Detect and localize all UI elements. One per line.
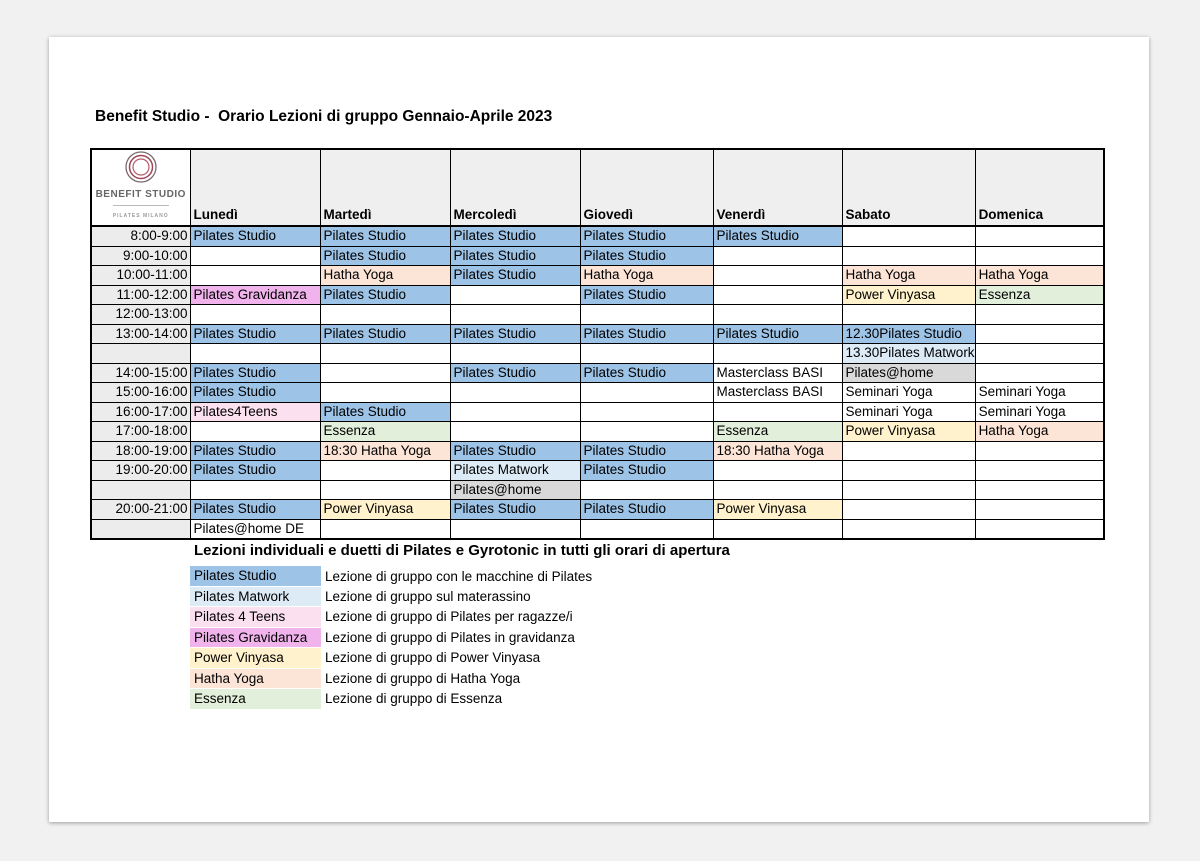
empty-cell: [450, 285, 580, 305]
time-slot: 10:00-11:00: [91, 266, 190, 286]
time-slot: [91, 344, 190, 364]
empty-cell: [713, 266, 842, 286]
empty-cell: [842, 461, 975, 481]
class-cell: 13.30Pilates Matwork: [842, 344, 975, 364]
empty-cell: [580, 305, 713, 325]
empty-cell: [842, 441, 975, 461]
class-cell: Pilates Studio: [450, 246, 580, 266]
empty-cell: [320, 480, 450, 500]
empty-cell: [975, 519, 1104, 539]
time-slot: 14:00-15:00: [91, 363, 190, 383]
class-cell: Pilates Studio: [320, 246, 450, 266]
class-cell: Seminari Yoga: [975, 383, 1104, 403]
schedule-row: [91, 519, 1104, 539]
logo-rings-icon: [124, 150, 158, 184]
class-cell: Pilates@home: [450, 480, 580, 500]
page-title: Benefit Studio - Orario Lezioni di gruppo Gennaio-Aprile 2023: [95, 108, 553, 125]
legend-row: [190, 627, 641, 648]
class-cell: Pilates Studio: [713, 226, 842, 246]
class-cell: Seminari Yoga: [975, 402, 1104, 422]
class-cell: Pilates Studio: [320, 285, 450, 305]
schedule-row: [91, 383, 1104, 403]
empty-cell: [450, 383, 580, 403]
empty-cell: [975, 441, 1104, 461]
class-cell: Pilates Studio: [190, 441, 320, 461]
empty-cell: [975, 363, 1104, 383]
schedule-row: [91, 480, 1104, 500]
empty-cell: [713, 480, 842, 500]
class-cell: Pilates@home DE: [190, 519, 320, 539]
empty-cell: [713, 305, 842, 325]
time-slot: 20:00-21:00: [91, 500, 190, 520]
empty-cell: [713, 344, 842, 364]
class-cell: Pilates Studio: [580, 324, 713, 344]
time-slot: 15:00-16:00: [91, 383, 190, 403]
empty-cell: [190, 422, 320, 442]
legend-description: Lezione di gruppo sul materassino: [325, 588, 531, 604]
class-cell: 18:30 Hatha Yoga: [713, 441, 842, 461]
class-cell: Pilates4Teens: [190, 402, 320, 422]
schedule-row: [91, 422, 1104, 442]
empty-cell: [713, 519, 842, 539]
class-cell: Pilates Studio: [320, 402, 450, 422]
empty-cell: [713, 402, 842, 422]
day-header: Domenica: [975, 149, 1104, 226]
class-cell: Power Vinyasa: [320, 500, 450, 520]
day-header: Sabato: [842, 149, 975, 226]
empty-cell: [450, 402, 580, 422]
legend-key: Pilates Studio: [190, 566, 321, 586]
legend-row: [190, 689, 641, 710]
empty-cell: [320, 344, 450, 364]
empty-cell: [320, 363, 450, 383]
time-slot: 8:00-9:00: [91, 226, 190, 246]
class-cell: Essenza: [975, 285, 1104, 305]
class-cell: Power Vinyasa: [842, 285, 975, 305]
class-cell: Pilates@home: [842, 363, 975, 383]
schedule-row: [91, 305, 1104, 325]
day-header: Lunedì: [190, 149, 320, 226]
day-header: Venerdì: [713, 149, 842, 226]
class-cell: Pilates Studio: [190, 363, 320, 383]
schedule-row: [91, 344, 1104, 364]
time-slot: [91, 519, 190, 539]
legend-row: [190, 607, 641, 628]
individual-lessons-note: Lezioni individuali e duetti di Pilates e Gyrotonic in tutti gli orari di apertura: [194, 542, 730, 559]
empty-cell: [580, 519, 713, 539]
empty-cell: [975, 305, 1104, 325]
class-cell: Pilates Studio: [580, 246, 713, 266]
empty-cell: [580, 383, 713, 403]
empty-cell: [450, 422, 580, 442]
class-cell: Pilates Studio: [190, 383, 320, 403]
schedule-row: [91, 441, 1104, 461]
empty-cell: [842, 305, 975, 325]
class-cell: Pilates Studio: [580, 363, 713, 383]
empty-cell: [190, 480, 320, 500]
schedule-row: [91, 285, 1104, 305]
empty-cell: [320, 305, 450, 325]
empty-cell: [842, 480, 975, 500]
empty-cell: [975, 344, 1104, 364]
class-cell: Essenza: [713, 422, 842, 442]
class-cell: Pilates Studio: [450, 441, 580, 461]
day-header: Mercoledì: [450, 149, 580, 226]
empty-cell: [975, 246, 1104, 266]
class-cell: Pilates Studio: [580, 461, 713, 481]
empty-cell: [450, 305, 580, 325]
class-cell: Pilates Studio: [580, 441, 713, 461]
legend-row: [190, 586, 641, 607]
empty-cell: [842, 519, 975, 539]
class-cell: Pilates Studio: [190, 461, 320, 481]
schedule-row: [91, 246, 1104, 266]
legend-description: Lezione di gruppo di Essenza: [325, 691, 503, 707]
empty-cell: [320, 383, 450, 403]
time-slot: 13:00-14:00: [91, 324, 190, 344]
legend-row: [190, 668, 641, 689]
empty-cell: [975, 500, 1104, 520]
schedule-row: [91, 226, 1104, 246]
empty-cell: [320, 461, 450, 481]
class-cell: Hatha Yoga: [580, 266, 713, 286]
schedule-header-row: [91, 149, 1104, 226]
class-cell: 12.30Pilates Studio: [842, 324, 975, 344]
legend-key: Essenza: [190, 689, 321, 710]
class-cell: Pilates Studio: [190, 324, 320, 344]
schedule-row: [91, 500, 1104, 520]
class-cell: Hatha Yoga: [320, 266, 450, 286]
legend-key: Hatha Yoga: [190, 668, 321, 689]
class-cell: Pilates Studio: [450, 324, 580, 344]
legend-description: Lezione di gruppo di Pilates in gravidanza: [325, 629, 575, 645]
class-cell: Pilates Studio: [713, 324, 842, 344]
day-header: Giovedì: [580, 149, 713, 226]
empty-cell: [842, 246, 975, 266]
legend-key: Pilates Matwork: [190, 586, 321, 607]
empty-cell: [975, 480, 1104, 500]
legend-description: Lezione di gruppo con le macchine di Pilates: [325, 568, 593, 584]
day-header: Martedì: [320, 149, 450, 226]
legend-description: Lezione di gruppo di Power Vinyasa: [325, 650, 541, 666]
time-slot: 11:00-12:00: [91, 285, 190, 305]
class-cell: Masterclass BASI: [713, 363, 842, 383]
empty-cell: [580, 480, 713, 500]
class-cell: Pilates Studio: [580, 500, 713, 520]
legend-row: [190, 566, 641, 586]
class-cell: Pilates Matwork: [450, 461, 580, 481]
class-cell: Pilates Studio: [320, 226, 450, 246]
class-cell: Power Vinyasa: [842, 422, 975, 442]
class-cell: Pilates Gravidanza: [190, 285, 320, 305]
schedule-row: [91, 324, 1104, 344]
legend-description: Lezione di gruppo di Pilates per ragazze/i: [325, 609, 573, 625]
time-slot: 16:00-17:00: [91, 402, 190, 422]
time-slot: 19:00-20:00: [91, 461, 190, 481]
time-slot: 17:00-18:00: [91, 422, 190, 442]
schedule-row: [91, 266, 1104, 286]
class-cell: Pilates Studio: [190, 500, 320, 520]
class-cell: Hatha Yoga: [975, 422, 1104, 442]
legend-description: Lezione di gruppo di Hatha Yoga: [325, 670, 521, 686]
schedule-table: [90, 148, 1105, 540]
class-cell: Pilates Studio: [450, 500, 580, 520]
empty-cell: [450, 344, 580, 364]
class-cell: Pilates Studio: [580, 285, 713, 305]
class-cell: Pilates Studio: [580, 226, 713, 246]
class-cell: Pilates Studio: [320, 324, 450, 344]
empty-cell: [580, 402, 713, 422]
class-cell: Pilates Studio: [450, 266, 580, 286]
legend-key: Pilates Gravidanza: [190, 627, 321, 648]
empty-cell: [842, 500, 975, 520]
empty-cell: [450, 519, 580, 539]
empty-cell: [713, 285, 842, 305]
empty-cell: [190, 344, 320, 364]
class-cell: Seminari Yoga: [842, 402, 975, 422]
empty-cell: [975, 226, 1104, 246]
empty-cell: [713, 246, 842, 266]
empty-cell: [580, 422, 713, 442]
schedule-row: [91, 363, 1104, 383]
time-slot: 12:00-13:00: [91, 305, 190, 325]
class-cell: Pilates Studio: [450, 226, 580, 246]
class-cell: Masterclass BASI: [713, 383, 842, 403]
legend-key: Power Vinyasa: [190, 648, 321, 669]
schedule-row: [91, 402, 1104, 422]
class-cell: Essenza: [320, 422, 450, 442]
time-slot: 18:00-19:00: [91, 441, 190, 461]
empty-cell: [842, 226, 975, 246]
empty-cell: [713, 461, 842, 481]
logo-subtitle: PILATES MILANO: [113, 205, 169, 225]
empty-cell: [190, 246, 320, 266]
class-cell: Pilates Studio: [450, 363, 580, 383]
time-slot: 9:00-10:00: [91, 246, 190, 266]
legend-key: Pilates 4 Teens: [190, 607, 321, 628]
legend-row: [190, 648, 641, 669]
empty-cell: [190, 266, 320, 286]
benefit-studio-logo: [92, 150, 190, 225]
time-slot: [91, 480, 190, 500]
class-cell: Hatha Yoga: [842, 266, 975, 286]
schedule-row: [91, 461, 1104, 481]
class-cell: Hatha Yoga: [975, 266, 1104, 286]
empty-cell: [580, 344, 713, 364]
empty-cell: [190, 305, 320, 325]
empty-cell: [320, 519, 450, 539]
class-cell: Pilates Studio: [190, 226, 320, 246]
logo-cell: [91, 149, 190, 226]
class-cell: Power Vinyasa: [713, 500, 842, 520]
class-cell: Seminari Yoga: [842, 383, 975, 403]
legend-table: [190, 566, 641, 710]
empty-cell: [975, 461, 1104, 481]
logo-name: BENEFIT STUDIO: [95, 189, 186, 200]
class-cell: 18:30 Hatha Yoga: [320, 441, 450, 461]
empty-cell: [975, 324, 1104, 344]
